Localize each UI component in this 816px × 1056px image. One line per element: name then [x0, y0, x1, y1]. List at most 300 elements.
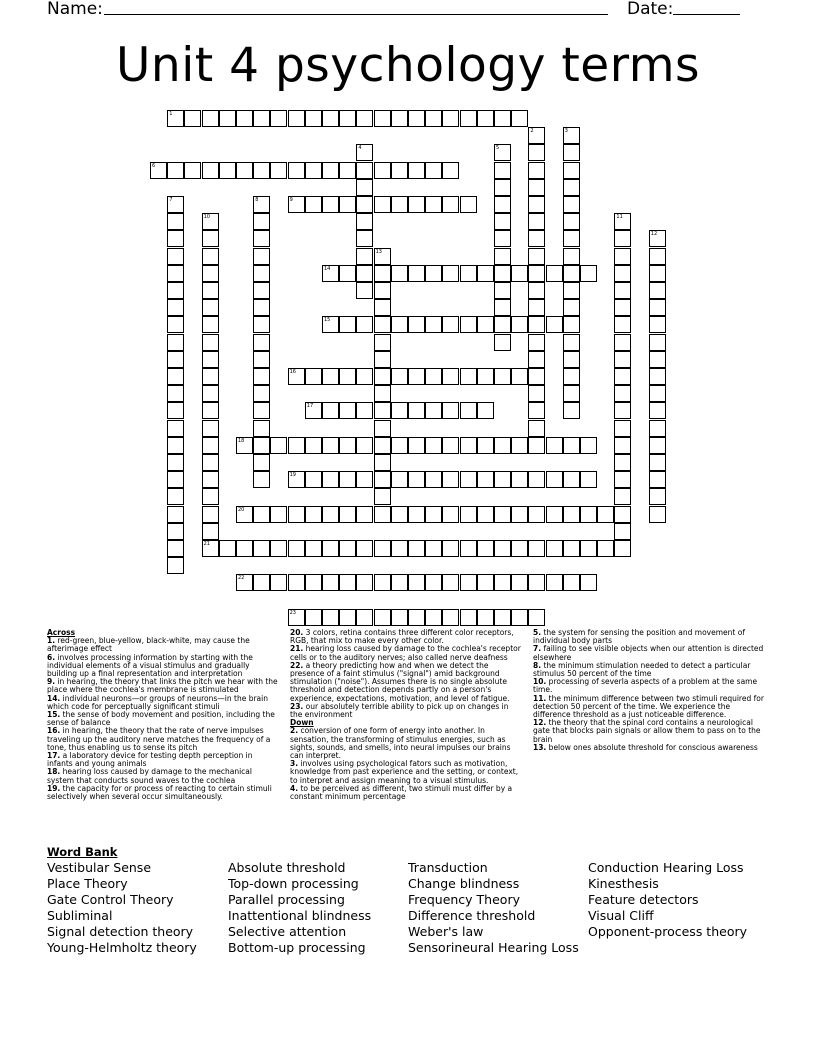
- crossword-cell[interactable]: [202, 213, 219, 230]
- crossword-cell[interactable]: [425, 162, 442, 179]
- crossword-cell[interactable]: [494, 316, 511, 333]
- crossword-cell[interactable]: [649, 282, 666, 299]
- crossword-cell[interactable]: [546, 540, 563, 557]
- crossword-cell[interactable]: [425, 368, 442, 385]
- crossword-cell[interactable]: [167, 437, 184, 454]
- crossword-cell[interactable]: [546, 316, 563, 333]
- crossword-cell[interactable]: [649, 334, 666, 351]
- crossword-cell[interactable]: [167, 213, 184, 230]
- crossword-cell[interactable]: [322, 368, 339, 385]
- crossword-cell[interactable]: [288, 540, 305, 557]
- crossword-cell[interactable]: [322, 437, 339, 454]
- crossword-cell[interactable]: [442, 162, 459, 179]
- crossword-cell[interactable]: [477, 471, 494, 488]
- crossword-cell[interactable]: [202, 282, 219, 299]
- crossword-cell[interactable]: [442, 506, 459, 523]
- crossword-cell[interactable]: [202, 471, 219, 488]
- crossword-cell[interactable]: [253, 196, 270, 213]
- crossword-cell[interactable]: [202, 299, 219, 316]
- crossword-cell[interactable]: [356, 213, 373, 230]
- crossword-cell[interactable]: [614, 402, 631, 419]
- crossword-cell[interactable]: [391, 196, 408, 213]
- crossword-cell[interactable]: [202, 316, 219, 333]
- crossword-cell[interactable]: [511, 540, 528, 557]
- crossword-cell[interactable]: [408, 540, 425, 557]
- crossword-cell[interactable]: [202, 420, 219, 437]
- crossword-cell[interactable]: [356, 316, 373, 333]
- crossword-cell[interactable]: [442, 196, 459, 213]
- crossword-cell[interactable]: [528, 506, 545, 523]
- crossword-cell[interactable]: [167, 265, 184, 282]
- crossword-cell[interactable]: [253, 506, 270, 523]
- crossword-cell[interactable]: [528, 540, 545, 557]
- crossword-cell[interactable]: [511, 368, 528, 385]
- crossword-cell[interactable]: [649, 402, 666, 419]
- crossword-cell[interactable]: [563, 265, 580, 282]
- crossword-cell[interactable]: [494, 230, 511, 247]
- crossword-cell[interactable]: [270, 506, 287, 523]
- crossword-cell[interactable]: [649, 248, 666, 265]
- crossword-cell[interactable]: [391, 265, 408, 282]
- crossword-cell[interactable]: [563, 230, 580, 247]
- crossword-cell[interactable]: [167, 196, 184, 213]
- crossword-cell[interactable]: [477, 316, 494, 333]
- crossword-cell[interactable]: [305, 540, 322, 557]
- crossword-cell[interactable]: [614, 488, 631, 505]
- crossword-cell[interactable]: [167, 230, 184, 247]
- crossword-cell[interactable]: [288, 506, 305, 523]
- crossword-cell[interactable]: [614, 420, 631, 437]
- crossword-cell[interactable]: [425, 506, 442, 523]
- crossword-cell[interactable]: [614, 282, 631, 299]
- crossword-cell[interactable]: [442, 437, 459, 454]
- crossword-cell[interactable]: [253, 385, 270, 402]
- crossword-cell[interactable]: [374, 385, 391, 402]
- crossword-cell[interactable]: [477, 437, 494, 454]
- crossword-cell[interactable]: [614, 437, 631, 454]
- crossword-cell[interactable]: [563, 540, 580, 557]
- crossword-cell[interactable]: [391, 574, 408, 591]
- crossword-cell[interactable]: [580, 506, 597, 523]
- crossword-cell[interactable]: [649, 488, 666, 505]
- crossword-cell[interactable]: [167, 299, 184, 316]
- crossword-cell[interactable]: [425, 316, 442, 333]
- crossword-cell[interactable]: [614, 385, 631, 402]
- crossword-cell[interactable]: [167, 110, 184, 127]
- crossword-cell[interactable]: [494, 471, 511, 488]
- crossword-cell[interactable]: [391, 110, 408, 127]
- crossword-cell[interactable]: [253, 437, 270, 454]
- crossword-cell[interactable]: [202, 488, 219, 505]
- crossword-cell[interactable]: [563, 248, 580, 265]
- crossword-cell[interactable]: [322, 609, 339, 626]
- crossword-cell[interactable]: [649, 506, 666, 523]
- crossword-cell[interactable]: [374, 454, 391, 471]
- crossword-cell[interactable]: [202, 334, 219, 351]
- crossword-cell[interactable]: [477, 402, 494, 419]
- crossword-cell[interactable]: [167, 420, 184, 437]
- crossword-cell[interactable]: [270, 540, 287, 557]
- crossword-cell[interactable]: [528, 179, 545, 196]
- crossword-cell[interactable]: [322, 540, 339, 557]
- crossword-cell[interactable]: [460, 540, 477, 557]
- crossword-cell[interactable]: [339, 196, 356, 213]
- crossword-cell[interactable]: [408, 196, 425, 213]
- crossword-cell[interactable]: [494, 196, 511, 213]
- crossword-cell[interactable]: [477, 368, 494, 385]
- crossword-cell[interactable]: [442, 540, 459, 557]
- crossword-cell[interactable]: [322, 506, 339, 523]
- crossword-cell[interactable]: [339, 437, 356, 454]
- crossword-cell[interactable]: [494, 213, 511, 230]
- crossword-cell[interactable]: [202, 506, 219, 523]
- crossword-cell[interactable]: [460, 402, 477, 419]
- crossword-cell[interactable]: [511, 316, 528, 333]
- crossword-cell[interactable]: [494, 162, 511, 179]
- crossword-cell[interactable]: [391, 471, 408, 488]
- crossword-cell[interactable]: [477, 110, 494, 127]
- crossword-cell[interactable]: [167, 351, 184, 368]
- crossword-cell[interactable]: [219, 162, 236, 179]
- crossword-cell[interactable]: [460, 265, 477, 282]
- crossword-cell[interactable]: [270, 162, 287, 179]
- crossword-cell[interactable]: [425, 437, 442, 454]
- crossword-cell[interactable]: [288, 437, 305, 454]
- crossword-cell[interactable]: [253, 471, 270, 488]
- crossword-cell[interactable]: [270, 110, 287, 127]
- crossword-cell[interactable]: [167, 540, 184, 557]
- crossword-cell[interactable]: [494, 437, 511, 454]
- crossword-cell[interactable]: [374, 540, 391, 557]
- crossword-cell[interactable]: [167, 557, 184, 574]
- crossword-cell[interactable]: [563, 144, 580, 161]
- crossword-cell[interactable]: [494, 248, 511, 265]
- crossword-cell[interactable]: [511, 471, 528, 488]
- crossword-cell[interactable]: [374, 471, 391, 488]
- crossword-cell[interactable]: [425, 265, 442, 282]
- crossword-cell[interactable]: [511, 609, 528, 626]
- crossword-cell[interactable]: [167, 454, 184, 471]
- crossword-cell[interactable]: [614, 316, 631, 333]
- crossword-cell[interactable]: [305, 162, 322, 179]
- crossword-cell[interactable]: [528, 402, 545, 419]
- crossword-cell[interactable]: [202, 523, 219, 540]
- crossword-cell[interactable]: [202, 248, 219, 265]
- crossword-cell[interactable]: [546, 265, 563, 282]
- crossword-cell[interactable]: [270, 574, 287, 591]
- crossword-cell[interactable]: [322, 471, 339, 488]
- crossword-cell[interactable]: [374, 574, 391, 591]
- crossword-cell[interactable]: [614, 351, 631, 368]
- crossword-cell[interactable]: [511, 265, 528, 282]
- crossword-cell[interactable]: [649, 437, 666, 454]
- crossword-cell[interactable]: [649, 385, 666, 402]
- crossword-cell[interactable]: [511, 110, 528, 127]
- crossword-cell[interactable]: [374, 351, 391, 368]
- crossword-cell[interactable]: [425, 540, 442, 557]
- crossword-cell[interactable]: [305, 609, 322, 626]
- crossword-cell[interactable]: [442, 316, 459, 333]
- crossword-cell[interactable]: [408, 368, 425, 385]
- crossword-cell[interactable]: [546, 506, 563, 523]
- crossword-cell[interactable]: [494, 282, 511, 299]
- crossword-cell[interactable]: [236, 437, 253, 454]
- crossword-cell[interactable]: [219, 110, 236, 127]
- crossword-cell[interactable]: [528, 248, 545, 265]
- crossword-cell[interactable]: [374, 368, 391, 385]
- crossword-cell[interactable]: [374, 282, 391, 299]
- crossword-cell[interactable]: [614, 265, 631, 282]
- crossword-cell[interactable]: [614, 506, 631, 523]
- crossword-cell[interactable]: [391, 506, 408, 523]
- crossword-cell[interactable]: [528, 385, 545, 402]
- crossword-cell[interactable]: [460, 506, 477, 523]
- crossword-cell[interactable]: [442, 368, 459, 385]
- crossword-cell[interactable]: [580, 265, 597, 282]
- crossword-cell[interactable]: [563, 471, 580, 488]
- crossword-cell[interactable]: [236, 574, 253, 591]
- crossword-cell[interactable]: [460, 110, 477, 127]
- crossword-cell[interactable]: [356, 574, 373, 591]
- crossword-cell[interactable]: [528, 351, 545, 368]
- crossword-cell[interactable]: [167, 471, 184, 488]
- crossword-cell[interactable]: [374, 334, 391, 351]
- crossword-cell[interactable]: [167, 368, 184, 385]
- crossword-cell[interactable]: [339, 540, 356, 557]
- crossword-cell[interactable]: [494, 574, 511, 591]
- crossword-cell[interactable]: [494, 265, 511, 282]
- crossword-cell[interactable]: [288, 110, 305, 127]
- crossword-cell[interactable]: [580, 471, 597, 488]
- crossword-cell[interactable]: [563, 351, 580, 368]
- crossword-cell[interactable]: [614, 334, 631, 351]
- crossword-cell[interactable]: [460, 196, 477, 213]
- crossword-cell[interactable]: [442, 402, 459, 419]
- crossword-cell[interactable]: [528, 574, 545, 591]
- crossword-cell[interactable]: [253, 574, 270, 591]
- crossword-cell[interactable]: [374, 248, 391, 265]
- crossword-cell[interactable]: [460, 368, 477, 385]
- crossword-cell[interactable]: [408, 402, 425, 419]
- crossword-cell[interactable]: [356, 230, 373, 247]
- crossword-cell[interactable]: [305, 506, 322, 523]
- crossword-cell[interactable]: [167, 488, 184, 505]
- crossword-cell[interactable]: [494, 540, 511, 557]
- crossword-cell[interactable]: [597, 506, 614, 523]
- crossword-cell[interactable]: [288, 574, 305, 591]
- crossword-cell[interactable]: [374, 402, 391, 419]
- crossword-cell[interactable]: [442, 265, 459, 282]
- crossword-cell[interactable]: [563, 282, 580, 299]
- crossword-cell[interactable]: [253, 454, 270, 471]
- crossword-cell[interactable]: [494, 368, 511, 385]
- crossword-cell[interactable]: [288, 368, 305, 385]
- crossword-cell[interactable]: [322, 110, 339, 127]
- crossword-cell[interactable]: [408, 506, 425, 523]
- crossword-cell[interactable]: [356, 162, 373, 179]
- crossword-cell[interactable]: [374, 609, 391, 626]
- crossword-cell[interactable]: [494, 609, 511, 626]
- crossword-cell[interactable]: [288, 196, 305, 213]
- crossword-cell[interactable]: [477, 540, 494, 557]
- crossword-cell[interactable]: [202, 351, 219, 368]
- crossword-cell[interactable]: [425, 609, 442, 626]
- crossword-cell[interactable]: [597, 540, 614, 557]
- crossword-cell[interactable]: [614, 299, 631, 316]
- crossword-cell[interactable]: [528, 420, 545, 437]
- crossword-cell[interactable]: [614, 248, 631, 265]
- crossword-cell[interactable]: [253, 334, 270, 351]
- crossword-cell[interactable]: [391, 316, 408, 333]
- crossword-cell[interactable]: [649, 265, 666, 282]
- crossword-cell[interactable]: [236, 110, 253, 127]
- crossword-cell[interactable]: [356, 265, 373, 282]
- crossword-cell[interactable]: [253, 282, 270, 299]
- crossword-cell[interactable]: [528, 609, 545, 626]
- crossword-cell[interactable]: [202, 162, 219, 179]
- crossword-cell[interactable]: [253, 420, 270, 437]
- crossword-cell[interactable]: [150, 162, 167, 179]
- crossword-cell[interactable]: [528, 437, 545, 454]
- crossword-cell[interactable]: [563, 127, 580, 144]
- crossword-cell[interactable]: [374, 196, 391, 213]
- crossword-cell[interactable]: [202, 230, 219, 247]
- crossword-cell[interactable]: [563, 334, 580, 351]
- crossword-cell[interactable]: [511, 574, 528, 591]
- crossword-cell[interactable]: [202, 110, 219, 127]
- crossword-cell[interactable]: [546, 574, 563, 591]
- crossword-cell[interactable]: [339, 316, 356, 333]
- crossword-cell[interactable]: [649, 299, 666, 316]
- crossword-cell[interactable]: [563, 506, 580, 523]
- crossword-cell[interactable]: [339, 110, 356, 127]
- crossword-cell[interactable]: [649, 351, 666, 368]
- crossword-cell[interactable]: [202, 265, 219, 282]
- crossword-cell[interactable]: [167, 506, 184, 523]
- crossword-cell[interactable]: [563, 437, 580, 454]
- crossword-cell[interactable]: [528, 196, 545, 213]
- crossword-cell[interactable]: [253, 316, 270, 333]
- crossword-cell[interactable]: [322, 316, 339, 333]
- crossword-cell[interactable]: [253, 248, 270, 265]
- crossword-cell[interactable]: [563, 179, 580, 196]
- crossword-cell[interactable]: [288, 609, 305, 626]
- crossword-cell[interactable]: [477, 574, 494, 591]
- crossword-cell[interactable]: [614, 454, 631, 471]
- crossword-cell[interactable]: [202, 437, 219, 454]
- crossword-cell[interactable]: [528, 144, 545, 161]
- crossword-cell[interactable]: [563, 213, 580, 230]
- crossword-cell[interactable]: [167, 248, 184, 265]
- crossword-cell[interactable]: [339, 574, 356, 591]
- crossword-cell[interactable]: [184, 162, 201, 179]
- crossword-cell[interactable]: [563, 574, 580, 591]
- crossword-cell[interactable]: [356, 282, 373, 299]
- crossword-cell[interactable]: [528, 282, 545, 299]
- crossword-cell[interactable]: [202, 368, 219, 385]
- crossword-cell[interactable]: [288, 162, 305, 179]
- crossword-cell[interactable]: [528, 162, 545, 179]
- crossword-cell[interactable]: [649, 368, 666, 385]
- crossword-cell[interactable]: [408, 574, 425, 591]
- crossword-cell[interactable]: [563, 196, 580, 213]
- crossword-cell[interactable]: [391, 540, 408, 557]
- crossword-cell[interactable]: [528, 265, 545, 282]
- crossword-cell[interactable]: [236, 540, 253, 557]
- crossword-cell[interactable]: [305, 574, 322, 591]
- crossword-cell[interactable]: [408, 437, 425, 454]
- crossword-cell[interactable]: [511, 437, 528, 454]
- crossword-cell[interactable]: [356, 248, 373, 265]
- crossword-cell[interactable]: [356, 437, 373, 454]
- crossword-cell[interactable]: [374, 437, 391, 454]
- crossword-cell[interactable]: [563, 368, 580, 385]
- crossword-cell[interactable]: [356, 110, 373, 127]
- crossword-cell[interactable]: [391, 368, 408, 385]
- crossword-cell[interactable]: [563, 316, 580, 333]
- crossword-cell[interactable]: [425, 196, 442, 213]
- crossword-cell[interactable]: [580, 437, 597, 454]
- crossword-cell[interactable]: [356, 144, 373, 161]
- crossword-cell[interactable]: [563, 299, 580, 316]
- crossword-cell[interactable]: [494, 110, 511, 127]
- crossword-cell[interactable]: [391, 402, 408, 419]
- crossword-cell[interactable]: [270, 437, 287, 454]
- crossword-cell[interactable]: [408, 471, 425, 488]
- crossword-cell[interactable]: [253, 368, 270, 385]
- crossword-cell[interactable]: [305, 110, 322, 127]
- crossword-cell[interactable]: [356, 540, 373, 557]
- crossword-cell[interactable]: [339, 402, 356, 419]
- crossword-cell[interactable]: [442, 574, 459, 591]
- crossword-cell[interactable]: [528, 368, 545, 385]
- crossword-cell[interactable]: [339, 506, 356, 523]
- crossword-cell[interactable]: [305, 471, 322, 488]
- crossword-cell[interactable]: [614, 540, 631, 557]
- crossword-cell[interactable]: [528, 127, 545, 144]
- crossword-cell[interactable]: [408, 316, 425, 333]
- crossword-cell[interactable]: [236, 506, 253, 523]
- crossword-cell[interactable]: [253, 265, 270, 282]
- crossword-cell[interactable]: [528, 316, 545, 333]
- crossword-cell[interactable]: [374, 265, 391, 282]
- crossword-cell[interactable]: [614, 213, 631, 230]
- crossword-cell[interactable]: [374, 316, 391, 333]
- crossword-cell[interactable]: [425, 471, 442, 488]
- crossword-cell[interactable]: [408, 110, 425, 127]
- crossword-cell[interactable]: [356, 402, 373, 419]
- crossword-cell[interactable]: [649, 230, 666, 247]
- crossword-cell[interactable]: [649, 316, 666, 333]
- crossword-cell[interactable]: [408, 162, 425, 179]
- crossword-cell[interactable]: [167, 385, 184, 402]
- crossword-cell[interactable]: [391, 162, 408, 179]
- crossword-cell[interactable]: [356, 368, 373, 385]
- crossword-cell[interactable]: [374, 299, 391, 316]
- crossword-cell[interactable]: [167, 282, 184, 299]
- crossword-cell[interactable]: [167, 316, 184, 333]
- crossword-cell[interactable]: [649, 454, 666, 471]
- crossword-cell[interactable]: [305, 437, 322, 454]
- crossword-cell[interactable]: [477, 609, 494, 626]
- crossword-cell[interactable]: [322, 265, 339, 282]
- crossword-cell[interactable]: [374, 506, 391, 523]
- crossword-cell[interactable]: [253, 351, 270, 368]
- crossword-cell[interactable]: [391, 609, 408, 626]
- crossword-cell[interactable]: [339, 162, 356, 179]
- crossword-cell[interactable]: [494, 334, 511, 351]
- crossword-cell[interactable]: [339, 265, 356, 282]
